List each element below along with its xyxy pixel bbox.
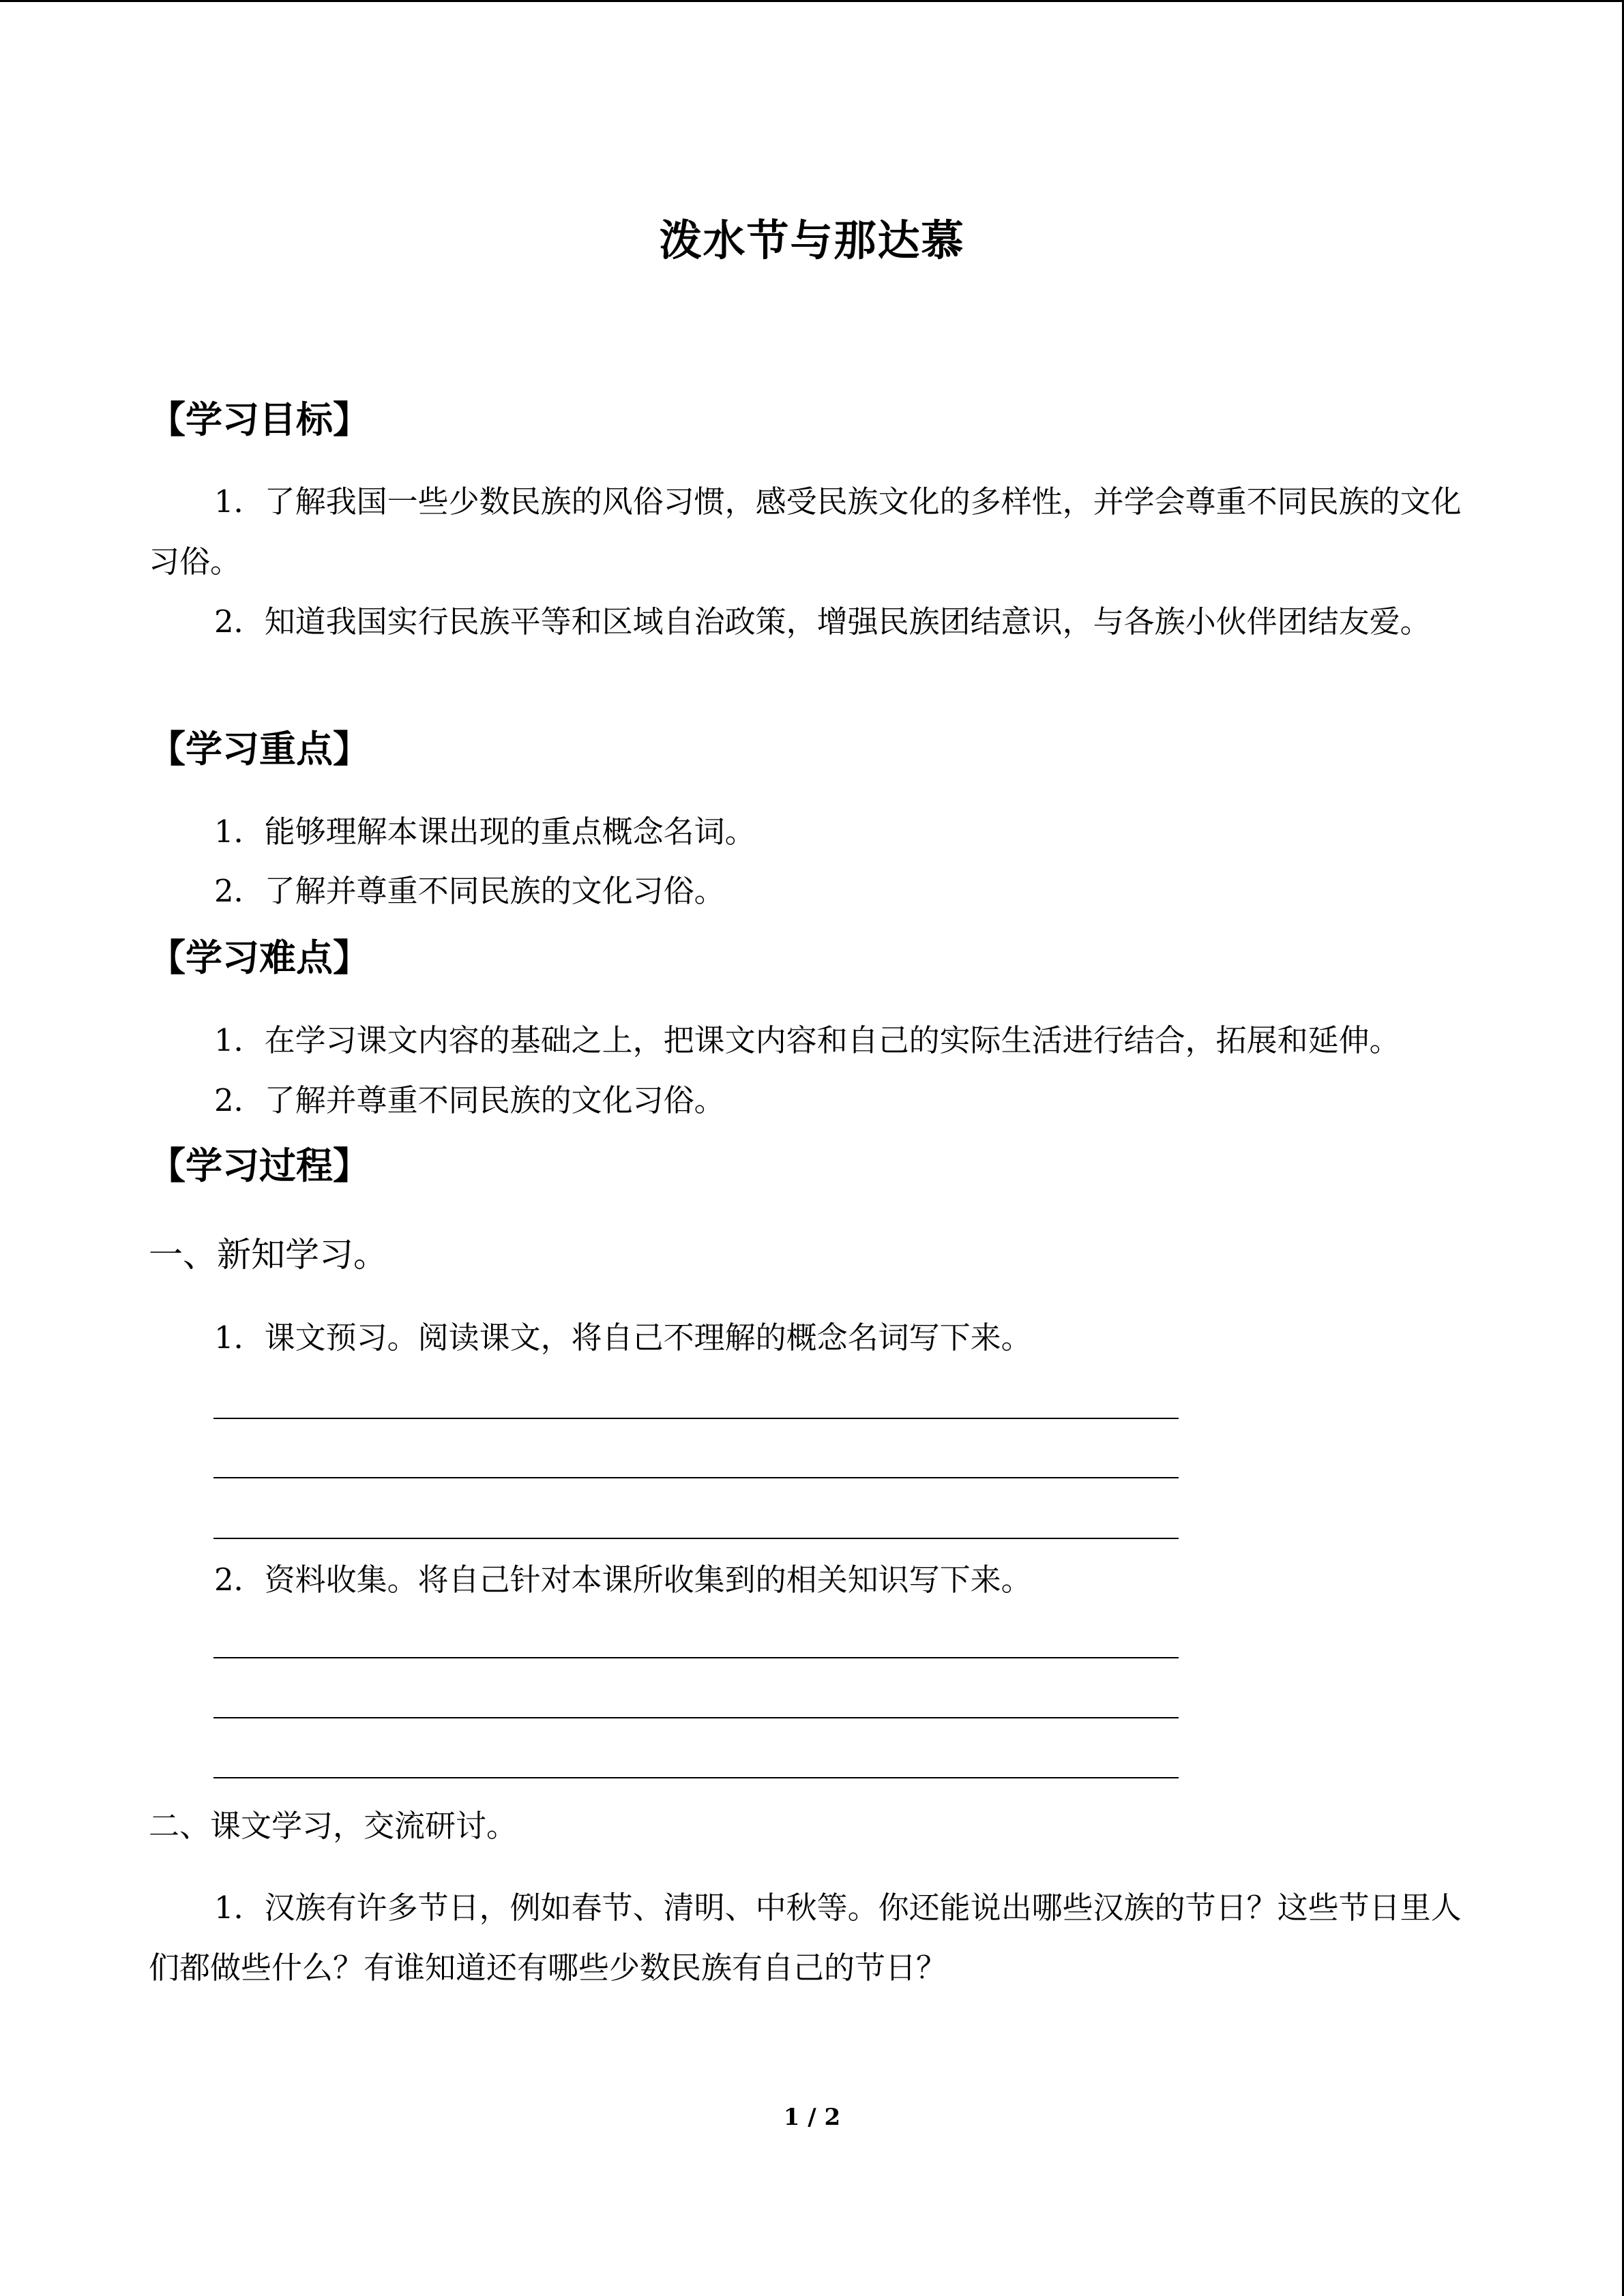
objective-item-2: 2．知道我国实行民族平等和区域自治政策，增强民族团结意识，与各族小伙伴团结友爱。	[214, 603, 1431, 640]
answer-line[interactable]	[213, 1477, 1179, 1478]
answer-line[interactable]	[213, 1777, 1179, 1778]
answer-line[interactable]	[213, 1657, 1179, 1658]
part1-heading: 一、新知学习。	[149, 1235, 387, 1274]
part1-task2: 2．资料收集。将自己针对本课所收集到的相关知识写下来。	[214, 1562, 1032, 1598]
difficulty-item-1: 1．在学习课文内容的基础之上，把课文内容和自己的实际生活进行结合，拓展和延伸。	[214, 1022, 1400, 1058]
answer-line[interactable]	[213, 1538, 1179, 1539]
key-point-item-1: 1．能够理解本课出现的重点概念名词。	[214, 814, 756, 850]
difficulties-heading: 【学习难点】	[149, 936, 370, 979]
part2-heading: 二、课文学习，交流研讨。	[149, 1808, 518, 1844]
objective-item-1: 1．了解我国一些少数民族的风俗习惯，感受民族文化的多样性，并学会尊重不同民族的文化习俗。	[149, 483, 1462, 580]
document-title: 泼水节与那达慕	[659, 215, 965, 265]
answer-line[interactable]	[213, 1717, 1179, 1718]
page-border-top	[0, 0, 1624, 2]
objectives-heading: 【学习目标】	[149, 398, 370, 441]
difficulty-item-2: 2．了解并尊重不同民族的文化习俗。	[214, 1082, 725, 1118]
part2-task1: 1．汉族有许多节日，例如春节、清明、中秋等。你还能说出哪些汉族的节日？这些节日里人们都做些什么？有谁知道还有哪些少数民族有自己的节日？	[149, 1890, 1462, 1986]
key-points-heading: 【学习重点】	[149, 727, 370, 771]
answer-line[interactable]	[213, 1418, 1179, 1419]
part1-task1: 1．课文预习。阅读课文，将自己不理解的概念名词写下来。	[214, 1320, 1032, 1356]
key-point-item-2: 2．了解并尊重不同民族的文化习俗。	[214, 873, 725, 909]
page-number: 1 / 2	[783, 2104, 841, 2131]
process-heading: 【学习过程】	[149, 1144, 370, 1187]
